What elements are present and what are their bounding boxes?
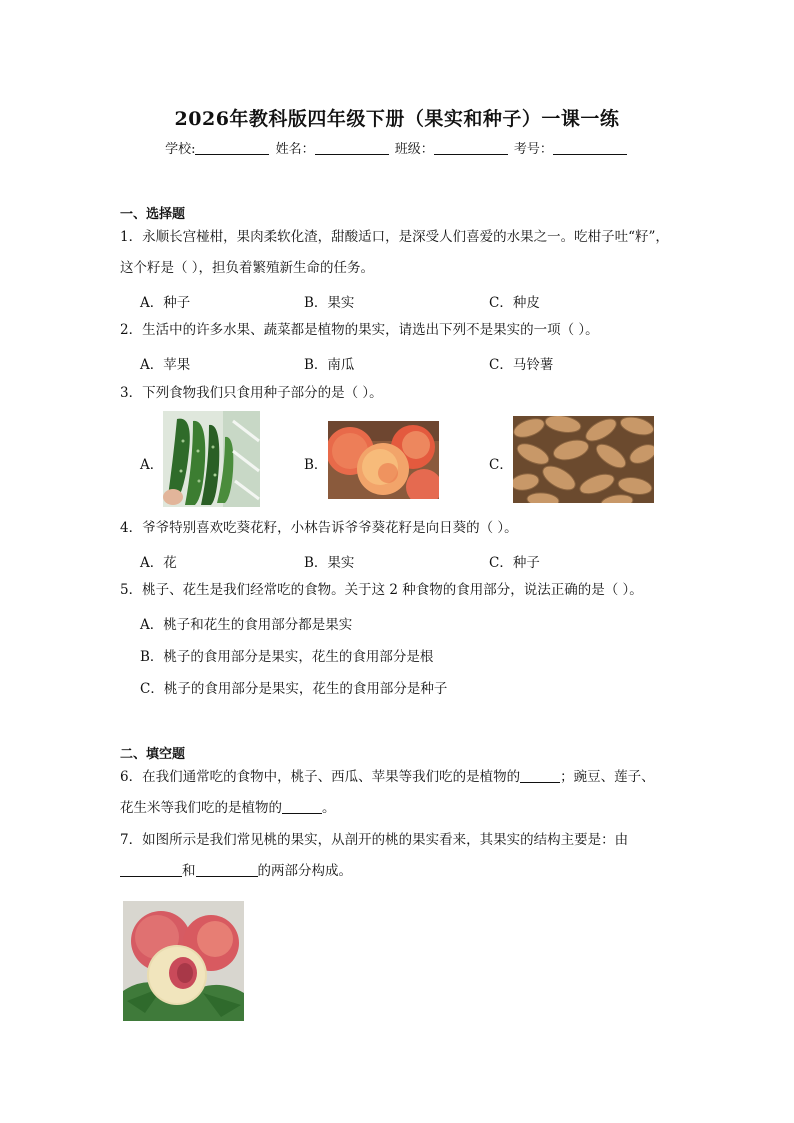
q1-option-b[interactable]: B．果实 <box>304 295 355 311</box>
exam-no-label: 考号： <box>513 142 553 157</box>
section-title-fill: 二、填空题 <box>120 747 186 762</box>
q3-option-b[interactable]: B． <box>304 457 328 473</box>
q3-option-c[interactable]: C． <box>489 457 513 473</box>
name-blank[interactable] <box>315 142 389 155</box>
question-1-line-2: 这个籽是（ ），担负着繁殖新生命的任务。 <box>120 260 375 276</box>
q5-option-b[interactable]: B．桃子的食用部分是果实，花生的食用部分是根 <box>140 649 434 665</box>
q1-option-c[interactable]: C．种皮 <box>489 295 540 311</box>
question-6-line-2 <box>120 800 336 816</box>
q2-option-a[interactable]: A．苹果 <box>140 357 191 373</box>
peach-photo <box>328 421 439 499</box>
question-3: 3．下列食物我们只食用种子部分的是（ ）。 <box>120 385 383 401</box>
q6-text-3: 花生米等我们吃的是植物的 <box>120 800 282 816</box>
q7-text-and: 和 <box>182 863 196 879</box>
page-title: 2026年教科版四年级下册（果实和种子）一课一练 <box>174 108 620 130</box>
q7-text-end: 的两部分构成。 <box>257 863 352 879</box>
cucumber-photo <box>163 411 260 507</box>
q6-blank-2[interactable] <box>282 800 322 814</box>
question-6-line-1 <box>120 769 655 785</box>
section-title-choice: 一、选择题 <box>120 207 186 222</box>
exam-no-blank[interactable] <box>553 142 627 155</box>
q6-text-1: 6．在我们通常吃的食物中，桃子、西瓜、苹果等我们吃的是植物的 <box>120 769 521 785</box>
q7-blank-1[interactable] <box>120 863 182 877</box>
school-label: 学校: <box>165 142 196 157</box>
question-4: 4．爷爷特别喜欢吃葵花籽，小林告诉爷爷葵花籽是向日葵的（ ）。 <box>120 520 518 536</box>
q6-blank-1[interactable] <box>520 769 560 783</box>
q6-text-2: ；豌豆、莲子、 <box>560 769 655 785</box>
q6-text-4: 。 <box>322 800 336 816</box>
student-info-line <box>0 138 794 157</box>
question-5: 5．桃子、花生是我们经常吃的食物。关于这 2 种食物的食用部分，说法正确的是（ ）。 <box>120 582 643 598</box>
q4-option-a[interactable]: A．花 <box>140 555 177 571</box>
question-7-line-2 <box>120 863 352 879</box>
question-1-line-1: 1．永顺长宫椪柑，果肉柔软化渣，甜酸适口，是深受人们喜爱的水果之一。吃柑子吐“籽”， <box>120 229 669 245</box>
q2-option-c[interactable]: C．马铃薯 <box>489 357 554 373</box>
q4-option-b[interactable]: B．果实 <box>304 555 355 571</box>
q5-option-c[interactable]: C．桃子的食用部分是果实，花生的食用部分是种子 <box>140 681 448 697</box>
q5-option-a[interactable]: A．桃子和花生的食用部分都是果实 <box>140 617 353 633</box>
name-label: 姓名： <box>275 142 315 157</box>
class-blank[interactable] <box>434 142 508 155</box>
q7-blank-2[interactable] <box>196 863 258 877</box>
q1-option-a[interactable]: A．种子 <box>140 295 191 311</box>
q4-option-c[interactable]: C．种子 <box>489 555 540 571</box>
q2-option-b[interactable]: B．南瓜 <box>304 357 355 373</box>
q3-option-a[interactable]: A． <box>140 457 164 473</box>
cut-peach-photo <box>123 901 244 1021</box>
peanut-photo <box>513 416 654 503</box>
class-label: 班级： <box>394 142 434 157</box>
question-2: 2．生活中的许多水果、蔬菜都是植物的果实，请选出下列不是果实的一项（ ）。 <box>120 322 599 338</box>
school-blank[interactable] <box>195 142 269 155</box>
question-7-line-1: 7．如图所示是我们常见桃的果实，从剖开的桃的果实看来，其果实的结构主要是：由 <box>120 832 629 848</box>
